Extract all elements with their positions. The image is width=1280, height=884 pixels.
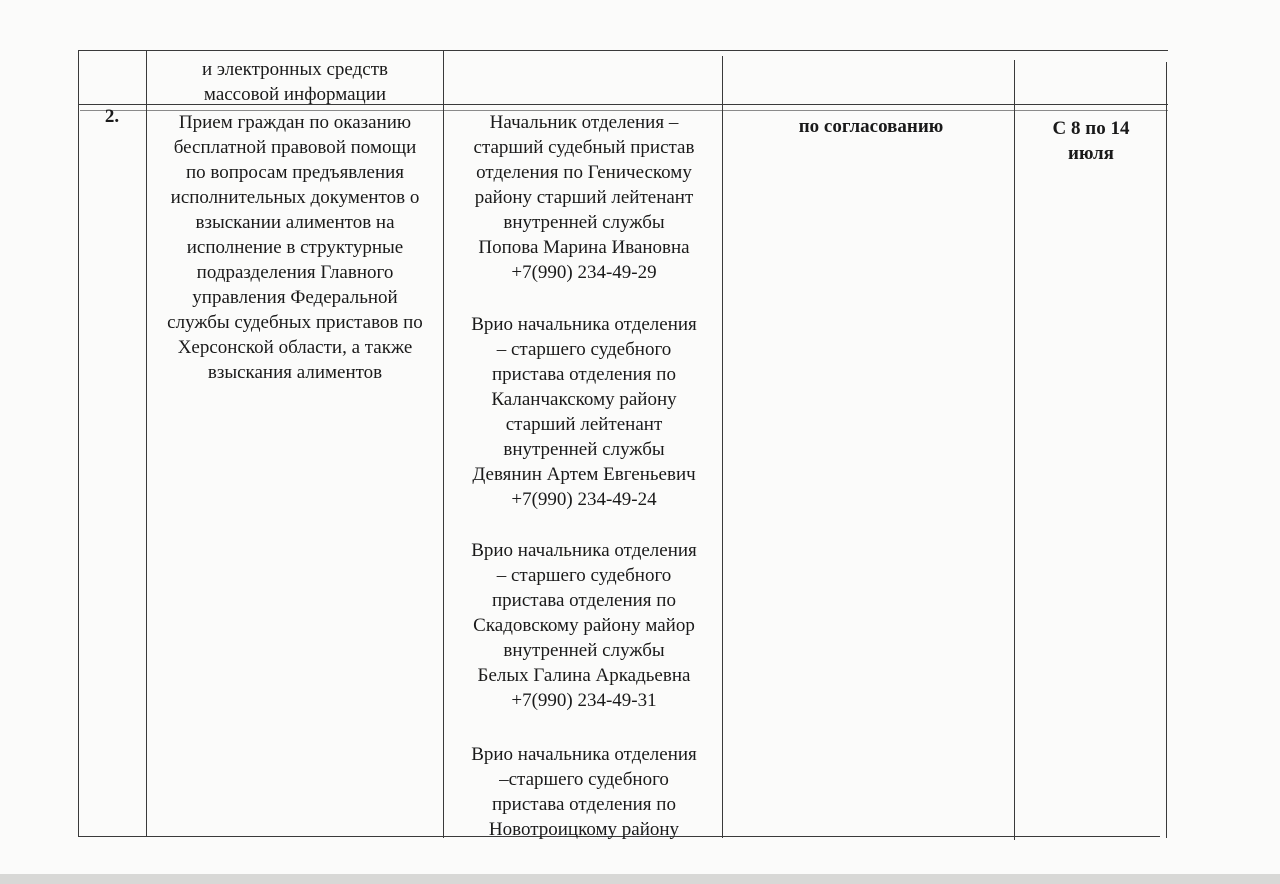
event-dates: С 8 по 14 июля [1052,118,1130,164]
event-description: Прием граждан по оказанию бесплатной правовой помощи по вопросам предъявления исполнительных документов о взыскании алиментов на исполнение в структурные подразделения Главного управления Федеральной службы судебных приставов по Херсонской области, а также взыскания алиментов [167,112,423,383]
official-skadovsk: Врио начальника отделения – старшего судебного пристава отделения по Скадовскому району майор внутренней службы Белых Галина Аркадьевна +7(990) 234-49-31 [471,540,697,711]
column-divider-2 [443,50,444,838]
table-right-border [1166,62,1167,838]
event-place: по согласованию [798,116,944,137]
official-genichesk: Начальник отделения – старший судебный пристав отделения по Геническому району старший лейтенант внутренней службы Попова Марина Ивановна +7(990) 234-49-29 [473,112,695,283]
table-left-border [78,50,79,836]
official-kalanchak: Врио начальника отделения – старшего судебного пристава отделения по Каланчакскому району старший лейтенант внутренней службы Девянин Артем Евгеньевич +7(990) 234-49-24 [471,314,697,510]
scan-bottom-edge [0,874,1280,884]
column-divider-3 [722,56,723,838]
table-top-border [78,50,1168,51]
official-novotroitsk: Врио начальника отделения –старшего судебного пристава отделения по Новотроицкому району [471,744,697,840]
row-number: 2. [104,106,120,127]
column-divider-1 [146,50,147,836]
continued-event-description: и электронных средств массовой информации [201,59,388,105]
column-divider-4 [1014,60,1015,840]
